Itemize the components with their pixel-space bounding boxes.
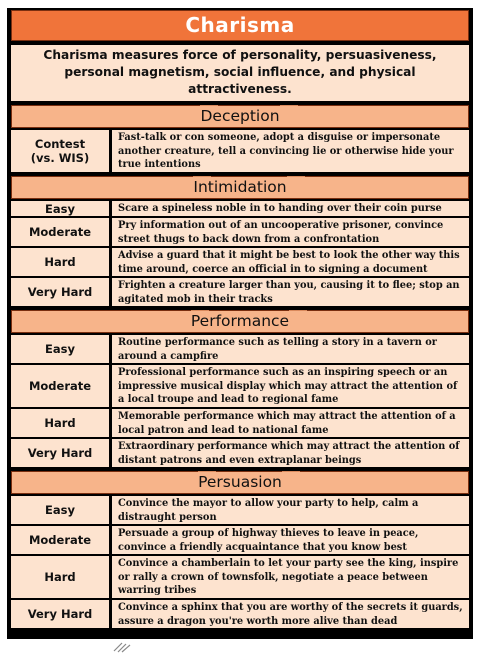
- table-row: [11, 130, 469, 172]
- table-row: [11, 278, 469, 306]
- row-description: Convince a sphinx that you are worthy of the secrets it guards, assure a dragon you're worth more alive than dead: [118, 602, 463, 627]
- row-description: Pry information out of an uncooperative prisoner, convince street thugs to back down from a confrontation: [118, 220, 444, 245]
- difficulty-label: Hard: [11, 556, 112, 598]
- table-row: [11, 496, 469, 524]
- table-row: [11, 248, 469, 276]
- difficulty-label: Moderate: [11, 526, 112, 554]
- difficulty-text: Contest (vs. WIS): [30, 137, 90, 165]
- row-description: Advise a guard that it might be best to look the other way this time around, coerce an official in to signing a document: [118, 250, 460, 275]
- difficulty-label: Moderate: [11, 218, 112, 246]
- table-row: [11, 439, 469, 467]
- table-row: [11, 201, 469, 216]
- row-description: Extraordinary performance which may attract the attention of distant patrons and even extraplanar beings: [118, 441, 460, 466]
- difficulty-label: Very Hard: [11, 439, 112, 467]
- table-row: [11, 600, 469, 628]
- section-heading-performance: Performance: [11, 310, 469, 333]
- table-row: [11, 409, 469, 437]
- card-title: Charisma: [11, 10, 469, 41]
- difficulty-label: Easy: [11, 335, 112, 363]
- section-heading-persuasion: Persuasion: [11, 471, 469, 494]
- difficulty-label: Hard: [11, 409, 112, 437]
- table-row: [11, 335, 469, 363]
- difficulty-label: Very Hard: [11, 278, 112, 306]
- row-description: Routine performance such as telling a story in a tavern or around a campfire: [118, 337, 437, 362]
- row-description: Fast-talk or con someone, adopt a disguise or impersonate another creature, tell a convincing lie or otherwise hide your true intentions: [118, 132, 454, 170]
- intro-text: Charisma measures force of personality, persuasiveness, personal magnetism, social influence, and physical attractiveness.: [11, 45, 469, 101]
- decorative-mark-icon: [112, 641, 134, 653]
- difficulty-label: Moderate: [11, 365, 112, 407]
- difficulty-label: Easy: [11, 201, 112, 216]
- row-description: Convince the mayor to allow your party to help, calm a distraught person: [118, 498, 419, 523]
- table-row: [11, 365, 469, 407]
- difficulty-label: Hard: [11, 248, 112, 276]
- section-heading-deception: Deception: [11, 105, 469, 128]
- table-row: [11, 556, 469, 598]
- row-description: Professional performance such as an inspiring speech or an impressive musical display which may attract the attention of a local troupe and lead to regional fame: [118, 367, 458, 405]
- row-description: Frighten a creature larger than you, causing it to flee; stop an agitated mob in their tracks: [118, 280, 460, 305]
- row-description: Convince a chamberlain to let your party see the king, inspire or rally a crown of townsfolk, negotiate a peace between warring tribes: [118, 558, 459, 596]
- row-description: Memorable performance which may attract the attention of a local patron and lead to national fame: [118, 411, 456, 436]
- table-row: [11, 218, 469, 246]
- difficulty-label: Easy: [11, 496, 112, 524]
- section-heading-intimidation: Intimidation: [11, 176, 469, 199]
- table-row: [11, 526, 469, 554]
- charisma-card: [7, 8, 473, 639]
- row-description: Scare a spineless noble in to handing over their coin purse: [118, 203, 442, 214]
- difficulty-label: [11, 130, 112, 172]
- row-description: Persuade a group of highway thieves to leave in peace, convince a friendly acquaintance that you know best: [118, 528, 419, 553]
- difficulty-label: Very Hard: [11, 600, 112, 628]
